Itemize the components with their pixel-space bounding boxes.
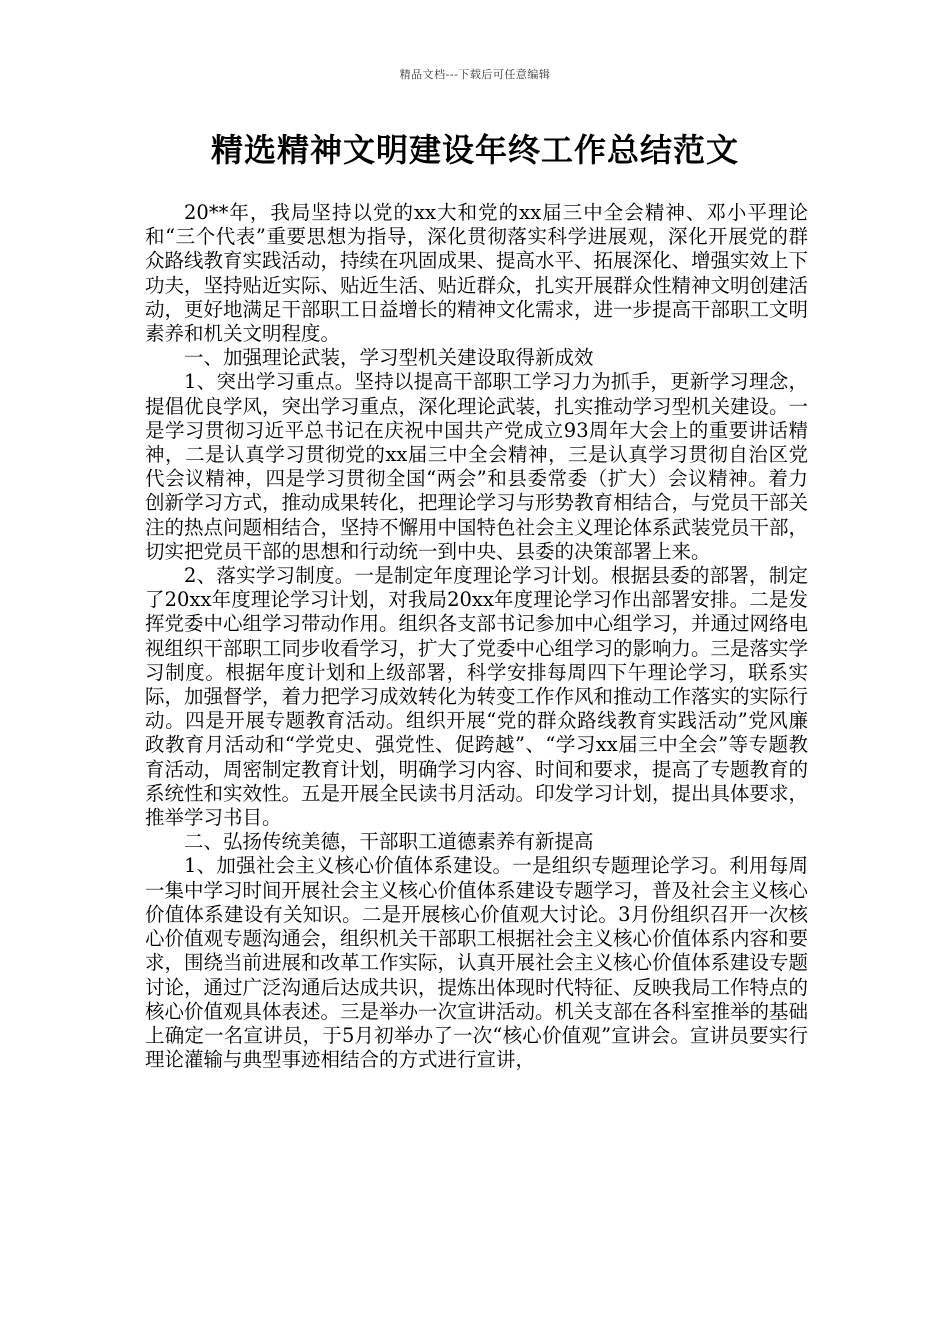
document-title: 精选精神文明建设年终工作总结范文 <box>210 131 739 169</box>
paragraph-core-values: 1、加强社会主义核心价值体系建设。一是组织专题理论学习。利用每周一集中学习时间开展社会主义核心价值体系建设专题学习，普及社会主义核心价值体系建设有关知识。二是开展核心价值观大讨论。3月份组织召开一次核心价值观专题沟通会，组织机关干部职工根据社会主义核心价值体系内容和要求，围绕当前进展和改革工作实际，认真开展社会主义核心价值体系建设专题讨论，通过广泛沟通后达成共识，提炼出体现时代特征、反映我局工作特点的核心价值观具体表述。三是举办一次宣讲活动。机关支部在各科室推举的基础上确定一名宣讲员，于5月初举办了一次“核心价值观”宣讲会。宣讲员要实行理论灌输与典型事迹相结合的方式进行宣讲， <box>145 854 809 1072</box>
document-body <box>145 201 808 1072</box>
paragraph-intro: 20**年，我局坚持以党的xx大和党的xx届三中全会精神、邓小平理论和“三个代表”重要思想为指导，深化贯彻落实科学进展观，深化开展党的群众路线教育实践活动，持续在巩固成果、提高水平、拓展深化、增强实效上下功夫，坚持贴近实际、贴近生活、贴近群众，扎实开展群众性精神文明创建活动，更好地满足干部职工日益增长的精神文化需求，进一步提高干部职工文明素养和机关文明程度。 <box>145 201 809 346</box>
paragraph-study-focus: 1、突出学习重点。坚持以提高干部职工学习力为抓手，更新学习理念，提倡优良学风，突出学习重点，深化理论武装，扎实推动学习型机关建设。一是学习贯彻习近平总书记在庆祝中国共产党成立93周年大会上的重要讲话精神，二是认真学习贯彻党的xx届三中全会精神，三是认真学习贯彻自治区党代会议精神，四是学习贯彻全国“两会”和县委常委（扩大）会议精神。着力创新学习方式，推动成果转化，把理论学习与形势教育相结合，与党员干部关注的热点问题相结合，坚持不懈用中国特色社会主义理论体系武装党员干部，切实把党员干部的思想和行动统一到中央、县委的决策部署上来。 <box>145 370 809 563</box>
header-note: 精品文档---下载后可任意编辑 <box>399 68 551 81</box>
section-heading-1: 一、加强理论武装，学习型机关建设取得新成效 <box>184 346 594 370</box>
paragraph-study-system: 2、落实学习制度。一是制定年度理论学习计划。根据县委的部署，制定了20xx年度理论学习计划，对我局20xx年度理论学习作出部署安排。二是发挥党委中心组学习带动作用。组织各支部书记参加中心组学习，并通过网络电视组织干部职工同步收看学习，扩大了党委中心组学习的影响力。三是落实学习制度。根据年度计划和上级部署，科学安排每周四下午理论学习，联系实际，加强督学，着力把学习成效转化为转变工作作风和推动工作落实的实际行动。四是开展专题教育活动。组织开展“党的群众路线教育实践活动”党风廉政教育月活动和“学党史、强党性、促跨越”、“学习xx届三中全会”等专题教育活动，周密制定教育计划，明确学习内容、时间和要求，提高了专题教育的系统性和实效性。五是开展全民读书月活动。印发学习计划，提出具体要求，推举学习书目。 <box>145 564 809 830</box>
section-heading-2: 二、弘扬传统美德，干部职工道德素养有新提高 <box>184 830 594 854</box>
